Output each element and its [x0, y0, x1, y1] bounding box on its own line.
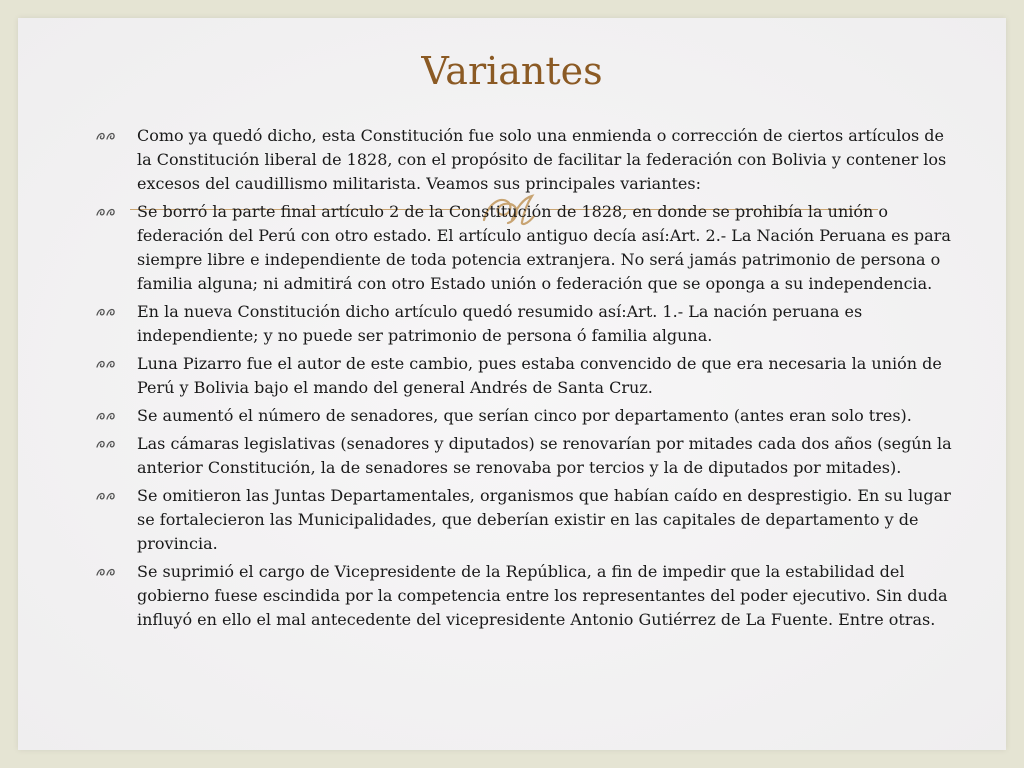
bullet-text: Se borró la parte final artículo 2 de la Constitución de 1828, en donde se prohibía la unión o federación del Perú con otro estado. El artículo antiguo decía así:Art. 2.- La Nación Peruana es para siempre libre e independiente de toda potencia extranjera. No será jamás patrimonio de persona o familia alguna; ni admitirá con otro Estado unión o federación que se oponga a su independencia.: [137, 202, 951, 293]
bullet-item: [96, 484, 956, 556]
double-loop-bullet-icon: [96, 566, 116, 578]
bullet-text: Las cámaras legislativas (senadores y diputados) se renovarían por mitades cada dos años (según la anterior Constitución, la de senadores se renovaba por tercios y la de diputados por mitades).: [137, 434, 952, 477]
bullet-item: [96, 432, 956, 480]
bullet-text: En la nueva Constitución dicho artículo quedó resumido así:Art. 1.- La nación peruana es independiente; y no puede ser patrimonio de persona ó familia alguna.: [137, 302, 863, 345]
bullet-text: Como ya quedó dicho, esta Constitución fue solo una enmienda o corrección de ciertos artículos de la Constitución liberal de 1828, con el propósito de facilitar la federación con Bolivia y contener los excesos del caudillismo militarista. Veamos sus principales variantes:: [137, 126, 947, 193]
double-loop-bullet-icon: [96, 206, 116, 218]
slide-body: [96, 124, 956, 636]
double-loop-bullet-icon: [96, 410, 116, 422]
bullet-text: Luna Pizarro fue el autor de este cambio, pues estaba convencido de que era necesaria la unión de Perú y Bolivia bajo el mando del general Andrés de Santa Cruz.: [137, 354, 942, 397]
slide-title: Variantes: [421, 49, 603, 93]
bullet-item: [96, 200, 956, 296]
bullet-text: Se omitieron las Juntas Departamentales, organismos que habían caído en desprestigio. En su lugar se fortalecieron las Municipalidades, que deberían existir en las capitales de departamento y de provincia.: [137, 486, 951, 553]
bullet-text: Se suprimió el cargo de Vicepresidente de la República, a fin de impedir que la estabilidad del gobierno fuese escindida por la competencia entre los representantes del poder ejecutivo. Sin duda influyó en ello el mal antecedente del vicepresidente Antonio Gutiérrez de La Fuente. Entre otras.: [137, 562, 948, 629]
double-loop-bullet-icon: [96, 490, 116, 502]
bullet-item: [96, 560, 956, 632]
bullet-item: [96, 404, 956, 428]
bullet-list: [96, 124, 956, 632]
bullet-item: [96, 124, 956, 196]
double-loop-bullet-icon: [96, 358, 116, 370]
double-loop-bullet-icon: [96, 306, 116, 318]
double-loop-bullet-icon: [96, 438, 116, 450]
bullet-item: [96, 352, 956, 400]
bullet-item: [96, 300, 956, 348]
bullet-text: Se aumentó el número de senadores, que serían cinco por departamento (antes eran solo tres).: [137, 406, 912, 425]
double-loop-bullet-icon: [96, 130, 116, 142]
